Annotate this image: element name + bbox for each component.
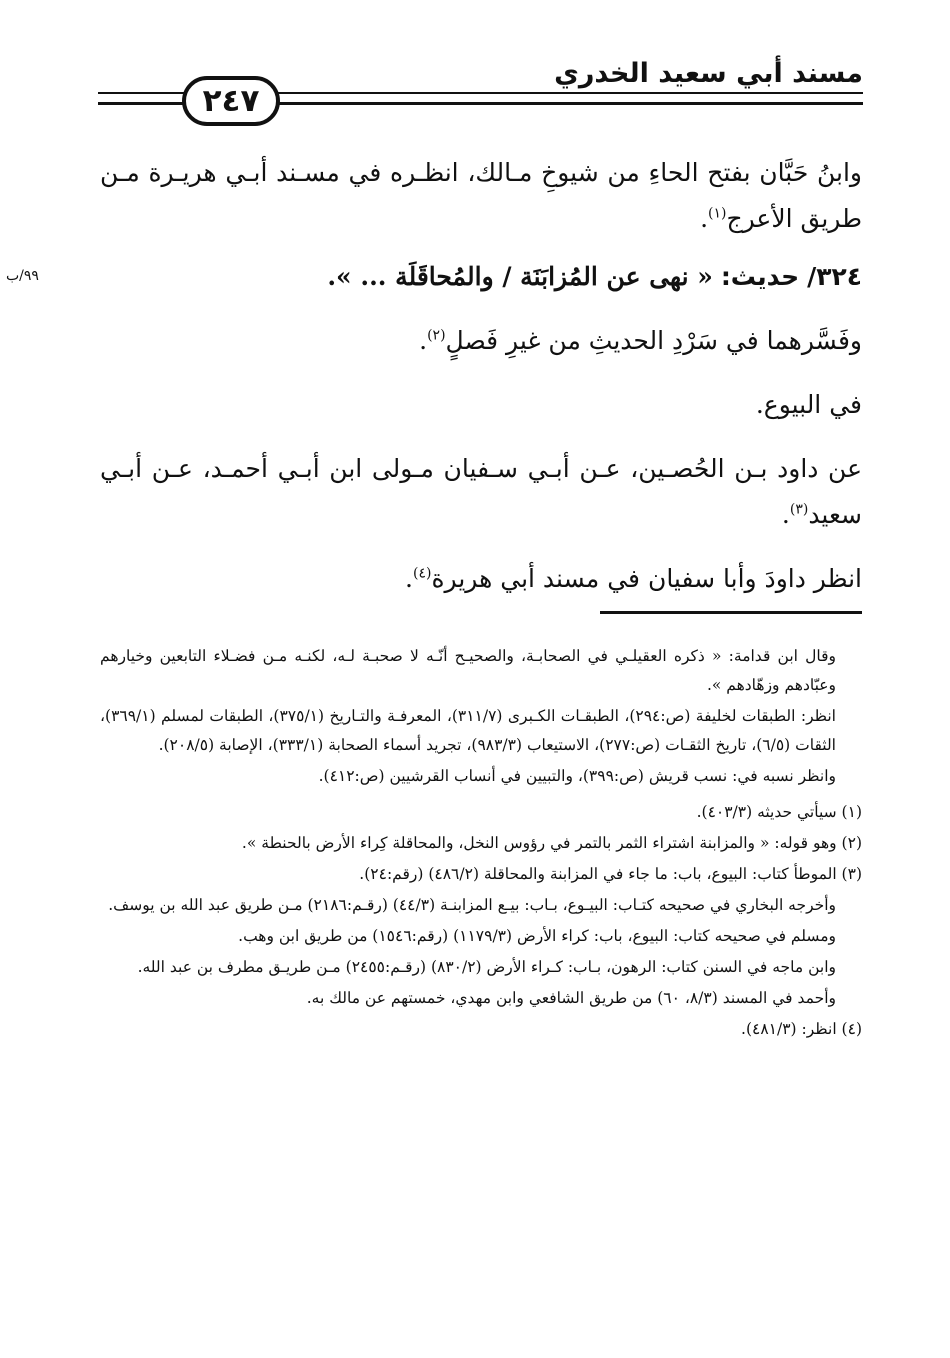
paragraph-2-text: وفَسَّرهما في سَرْدِ الحديثِ من غيرِ فَصلٍ — [445, 326, 862, 355]
footnote-continuation-sources: انظر: الطبقات لخليفة (ص:٢٩٤)، الطبقـات الكـبرى (٣١١/٧)، المعرفـة والتـاريخ (٣٧٥/١)، الطبقات لمسلم (٣٦٩/١)، الثقات (٦/٥)، تاريخ الثقـات (ص:٢٧٧)، الاستيعاب (٩٨٣/٣)، تجريد أسماء الصحابة (٣٣٣/١)، الإصابة (٢٠٨/٥). — [100, 707, 836, 754]
paragraph-3: في البيوع. — [755, 390, 862, 419]
hadith-heading — [100, 254, 862, 300]
footnote-3-ibn-majah: وابن ماجه في السنن كتاب: الرهون، بـاب: كـراء الأرض (٨٣٠/٢) (رقـم:٢٤٥٥) مـن طريـق مطرف بن عبد الله. — [137, 958, 836, 976]
footnote-4: (٤) انظر: (٤٨١/٣). — [741, 1020, 862, 1038]
folio-margin-note: ٩٩/ب — [6, 268, 39, 284]
page-number: ٢٤٧ — [182, 76, 280, 126]
paragraph-4-end: . — [781, 500, 790, 529]
footnote-3-ahmad: وأحمد في المسند (٨/٣، ٦٠) من طريق الشافعي وابن مهدي، خمستهم عن مالك به. — [306, 989, 836, 1007]
paragraph-5-text: انظر داودَ وأبا سفيان في مسند أبي هريرة — [431, 564, 862, 593]
paragraph-5 — [100, 556, 862, 602]
footnote-1: (١) سيأتي حديثه (٤٠٣/٣). — [696, 803, 862, 821]
paragraph-2-end: . — [419, 326, 428, 355]
footnote-ref-3: (٣) — [789, 501, 809, 518]
footnote-ref-4: (٤) — [412, 565, 432, 582]
paragraph-2 — [100, 318, 862, 364]
footnotes — [100, 642, 862, 1046]
paragraph-4 — [100, 446, 862, 538]
footnote-3-bukhari: وأخرجه البخاري في صحيحه كتـاب: البيـوع، بـاب: بيـع المزابنـة (٤٤/٣) (رقـم:٢١٨٦) مـن طريق عبد الله بن يوسف. — [108, 896, 836, 914]
paragraph-4-text: عن داود بـن الحُصـين، عـن أبـي سـفيان مـولى ابن أبـي أحمـد، عـن أبـي سعيد — [100, 454, 862, 529]
paragraph-1 — [100, 150, 862, 242]
hadith-label: حديث: — [720, 262, 800, 291]
footnote-continuation-quote: وقال ابن قدامة: « ذكره العقيلـي في الصحابـة، والصحيـح أنّـه لا صحبـة لـه، لكنـه مـن فضـلاء التابعين وخيارهم وعبّادهم وزهّادهم ». — [100, 647, 836, 694]
footnote-3-muslim: ومسلم في صحيحه كتاب: البيوع، باب: كراء الأرض (١١٧٩/٣) (رقم:١٥٤٦) من طريق ابن وهب. — [238, 927, 836, 945]
footnote-2: (٢) وهو قوله: « والمزابنة اشتراء الثمر بالتمر في رؤوس النخل، والمحاقلة كِراء الأرض بالحنطة ». — [241, 834, 862, 852]
hadith-number: ٣٢٤/ — [807, 262, 862, 291]
main-text — [100, 150, 862, 602]
footnote-ref-1: (١) — [708, 205, 727, 222]
hadith-text: « نهى عن المُزابَنَة / والمُحاقَلَة ... ». — [327, 262, 713, 291]
book-title: مسند أبي سعيد الخدري — [554, 58, 863, 89]
footnote-3: (٣) الموطأ كتاب: البيوع، باب: ما جاء في المزابنة والمحاقلة (٤٨٦/٢) (رقم:٢٤). — [359, 865, 862, 883]
footnote-ref-2: (٢) — [427, 327, 446, 344]
footnote-continuation-lineage: وانظر نسبه في: نسب قريش (ص:٣٩٩)، والتبيين في أنساب القرشيين (ص:٤١٢). — [318, 767, 836, 785]
footnote-separator — [600, 611, 862, 614]
paragraph-5-end: . — [405, 564, 413, 593]
paragraph-1-end: . — [700, 204, 709, 233]
paragraph-1-text: وابنُ حَبَّان بفتح الحاءِ من شيوخِ مـالك، انظـره في مسـند أبـي هريـرة مـن طريق الأعرج — [100, 158, 862, 233]
page-header — [98, 52, 863, 130]
